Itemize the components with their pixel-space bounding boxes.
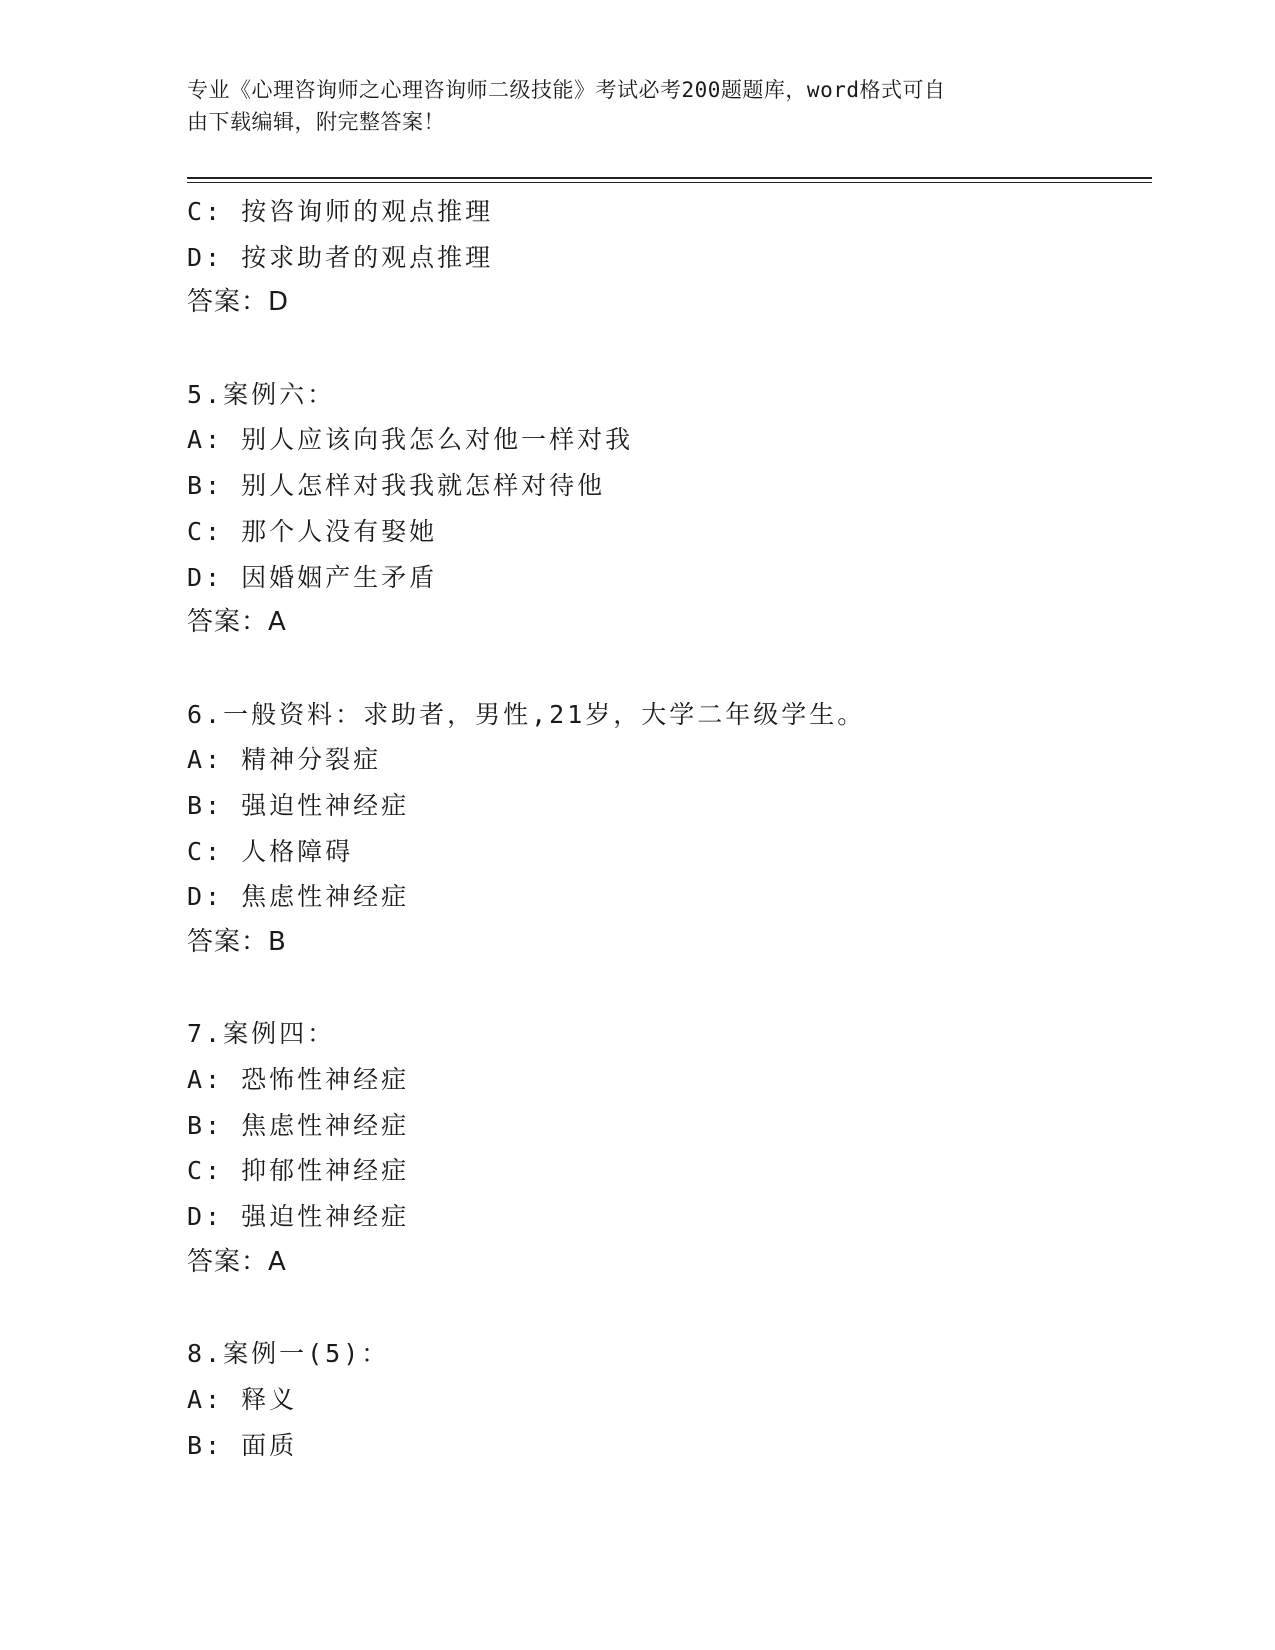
question-block-6 bbox=[187, 692, 1147, 966]
question-list bbox=[187, 189, 1147, 1468]
question-title: 7.案例四： bbox=[187, 1019, 336, 1049]
option-b: B: 别人怎样对我我就怎样对待他 bbox=[187, 471, 606, 501]
option-c: C: 按咨询师的观点推理 bbox=[187, 197, 494, 226]
option-a: A: 精神分裂症 bbox=[187, 745, 382, 775]
option-c: C: 抑郁性神经症 bbox=[187, 1156, 410, 1186]
question-title: 6.一般资料：求助者，男性,21岁，大学二年级学生。 bbox=[187, 699, 866, 729]
header-line-1: 专业《心理咨询师之心理咨询师二级技能》考试必考200题题库，word格式可自 bbox=[187, 78, 946, 102]
header-divider-thick bbox=[187, 177, 1152, 179]
answer-line: 答案：D bbox=[187, 287, 290, 318]
spacer bbox=[187, 646, 1147, 692]
question-block-8 bbox=[187, 1331, 1147, 1468]
option-b: B: 焦虑性神经症 bbox=[187, 1110, 410, 1140]
option-d: D: 因婚姻产生矛盾 bbox=[187, 562, 438, 592]
question-block-4 bbox=[187, 189, 1147, 326]
question-title: 5.案例六： bbox=[187, 379, 336, 409]
question-block-7 bbox=[187, 1011, 1147, 1285]
option-d: D: 焦虑性神经症 bbox=[187, 882, 410, 912]
spacer bbox=[187, 326, 1147, 372]
option-d: D: 强迫性神经症 bbox=[187, 1202, 410, 1232]
option-c: C: 人格障碍 bbox=[187, 836, 354, 866]
option-b: B: 面质 bbox=[187, 1430, 298, 1460]
header-divider-thin bbox=[187, 182, 1152, 183]
question-title: 8.案例一(5)： bbox=[187, 1339, 390, 1369]
document-header bbox=[187, 74, 1067, 138]
header-line-2: 由下载编辑，附完整答案！ bbox=[187, 110, 445, 134]
answer-line: 答案：A bbox=[187, 1246, 287, 1277]
option-d: D: 按求助者的观点推理 bbox=[187, 242, 494, 272]
question-block-5 bbox=[187, 372, 1147, 646]
option-a: A: 恐怖性神经症 bbox=[187, 1065, 410, 1095]
option-b: B: 强迫性神经症 bbox=[187, 790, 410, 820]
answer-line: 答案：A bbox=[187, 607, 287, 638]
option-a: A: 释义 bbox=[187, 1384, 298, 1414]
option-c: C: 那个人没有娶她 bbox=[187, 516, 438, 546]
spacer bbox=[187, 1286, 1147, 1332]
spacer bbox=[187, 966, 1147, 1012]
option-a: A: 别人应该向我怎么对他一样对我 bbox=[187, 425, 634, 455]
answer-line: 答案：B bbox=[187, 927, 287, 957]
